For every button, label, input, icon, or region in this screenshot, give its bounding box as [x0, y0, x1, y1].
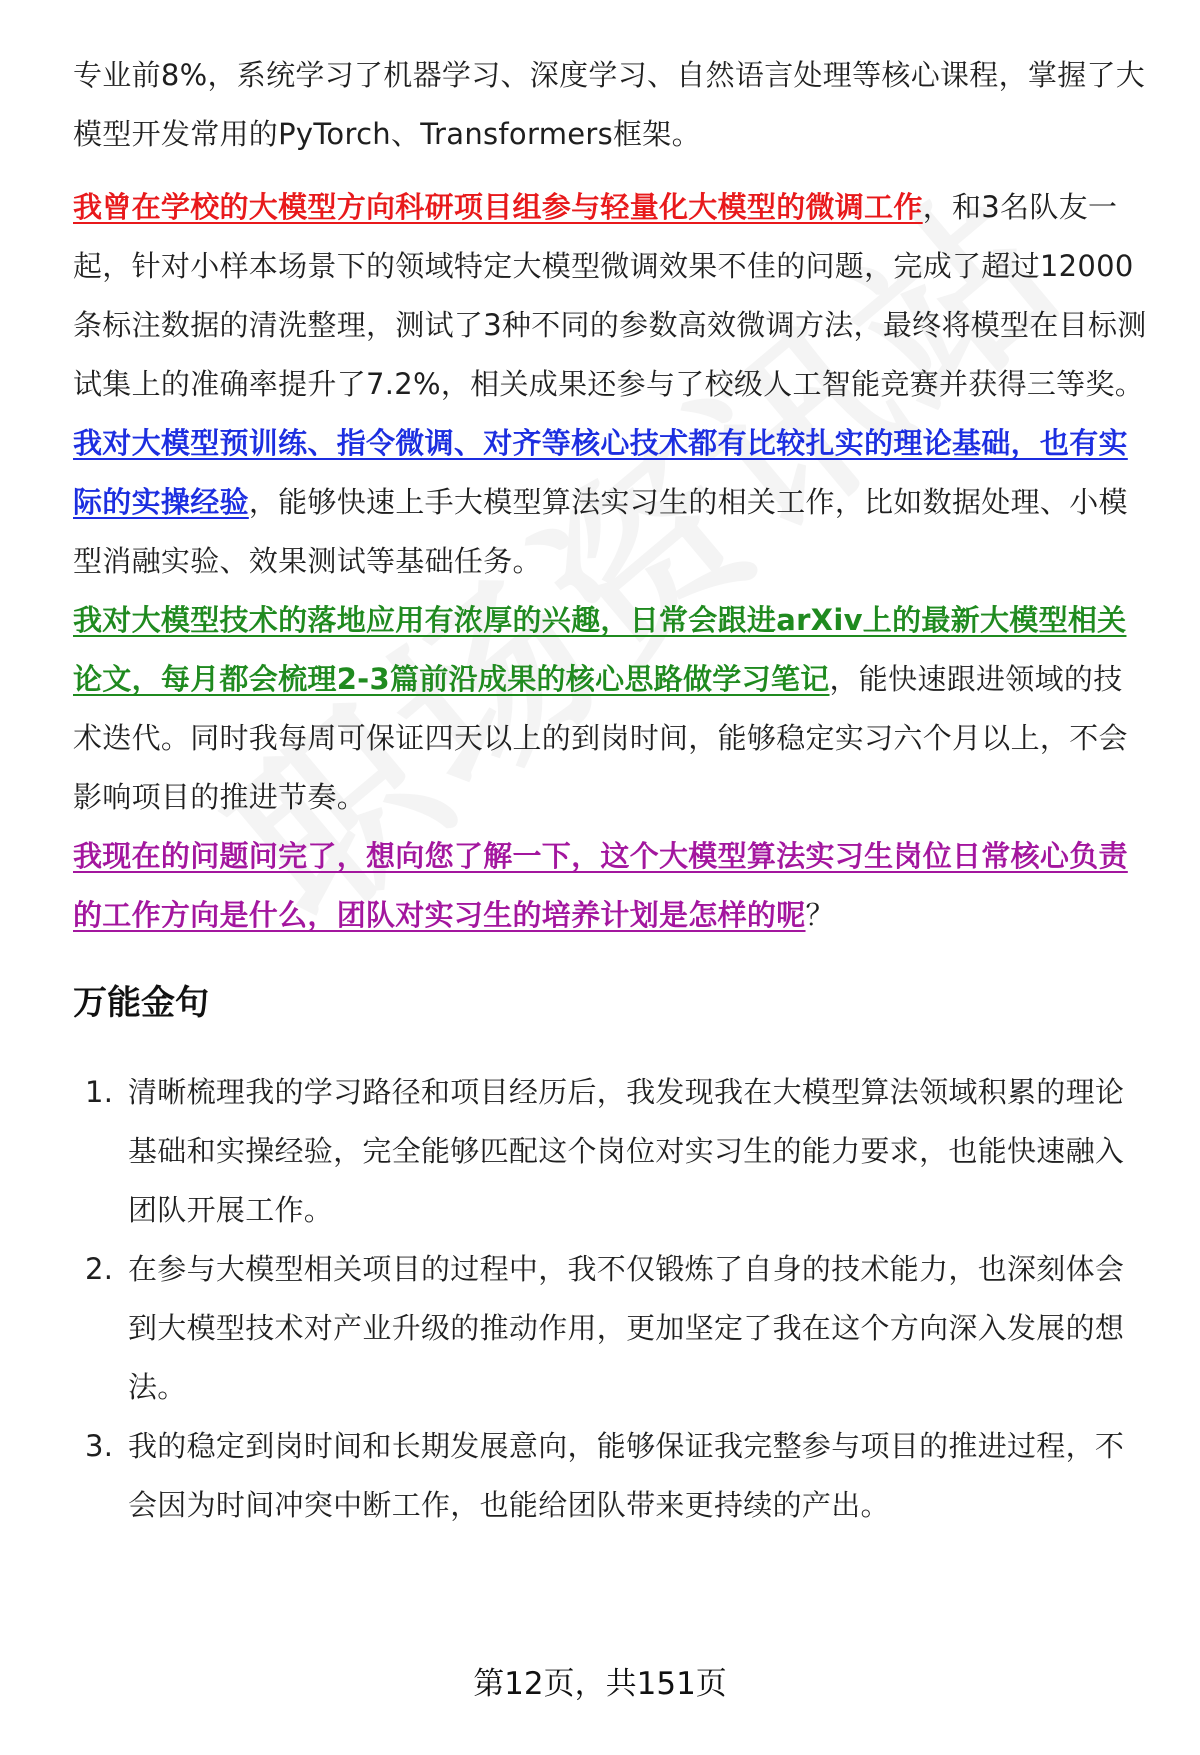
section-title: 万能金句: [73, 983, 209, 1023]
list-item-text: 清晰梳理我的学习路径和项目经历后，我发现我在大模型算法领域积累的理论基础和实操经验，完全能够匹配这个岗位对实习生的能力要求，也能快速融入团队开展工作。: [128, 1075, 1125, 1227]
project-highlight: 我曾在学校的大模型方向科研项目组参与轻量化大模型的微调工作: [73, 190, 923, 224]
list-item: [73, 1240, 1148, 1417]
skills-paragraph: [73, 414, 1148, 591]
skills-highlight: 我对大模型预训练、指令微调、对齐等核心技术都有比较扎实的理论基础，也有实际的实操经验: [73, 426, 1128, 519]
interest-highlight: 我对大模型技术的落地应用有浓厚的兴趣，日常会跟进arXiv上的最新大模型相关论文，每月都会梳理2-3篇前沿成果的核心思路做学习笔记: [73, 603, 1127, 696]
list-item: [73, 1417, 1148, 1535]
list-item-text: 我的稳定到岗时间和长期发展意向，能够保证我完整参与项目的推进过程，不会因为时间冲突中断工作，也能给团队带来更持续的产出。: [128, 1429, 1125, 1522]
document-body: [73, 46, 1148, 1535]
list-item-number: 2.: [85, 1252, 114, 1286]
interest-paragraph: [73, 591, 1148, 827]
skills-text: ，能够快速上手大模型算法实习生的相关工作，比如数据处理、小模型消融实验、效果测试等基础任务。: [73, 485, 1128, 578]
interest-text: ，能快速跟进领域的技术迭代。同时我每周可保证四天以上的到岗时间，能够稳定实习六个月以上，不会影响项目的推进节奏。: [73, 662, 1128, 814]
project-text: ，和3名队友一起，针对小样本场景下的领域特定大模型微调效果不佳的问题，完成了超过12000条标注数据的清洗整理，测试了3种不同的参数高效微调方法，最终将模型在目标测试集上的准确率提升了7.2%，相关成果还参与了校级人工智能竞赛并获得三等奖。: [73, 190, 1147, 401]
list-item-number: 3.: [85, 1429, 114, 1463]
list-item-text: 在参与大模型相关项目的过程中，我不仅锻炼了自身的技术能力，也深刻体会到大模型技术对产业升级的推动作用，更加坚定了我在这个方向深入发展的想法。: [128, 1252, 1125, 1404]
project-paragraph: [73, 178, 1148, 414]
page-footer: 第12页，共151页: [473, 1666, 727, 1702]
list-item: [73, 1063, 1148, 1240]
intro-paragraph: 专业前8%，系统学习了机器学习、深度学习、自然语言处理等核心课程，掌握了大模型开发常用的PyTorch、Transformers框架。: [73, 58, 1146, 151]
question-text: ？: [805, 898, 835, 932]
list-item-number: 1.: [85, 1075, 114, 1109]
question-highlight: 我现在的问题问完了，想向您了解一下，这个大模型算法实习生岗位日常核心负责的工作方向是什么，团队对实习生的培养计划是怎样的呢: [73, 839, 1128, 932]
question-paragraph: [73, 827, 1148, 945]
golden-sentences-list: [73, 1063, 1148, 1535]
